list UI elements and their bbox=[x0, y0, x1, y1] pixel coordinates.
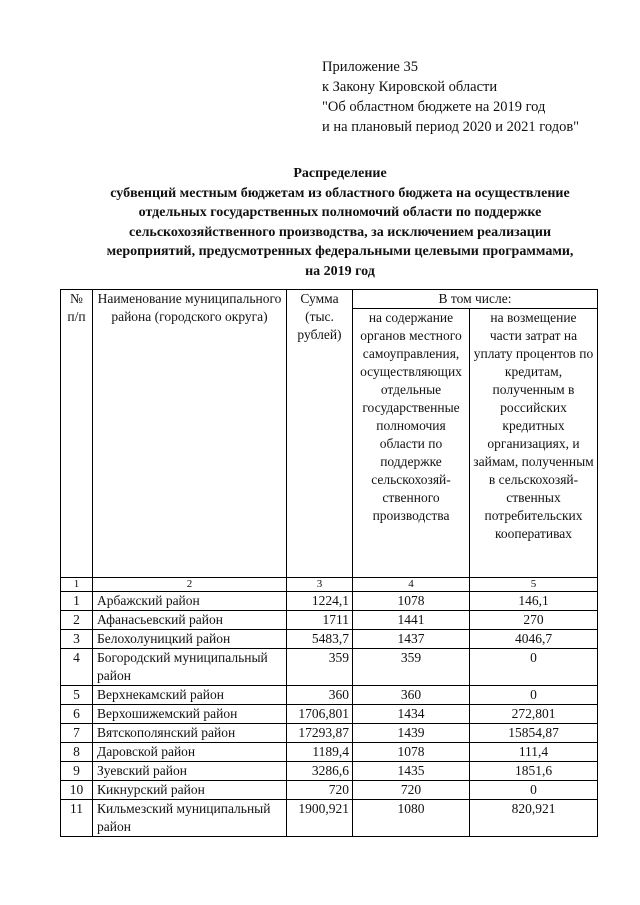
row-interest-compensation: 0 bbox=[470, 781, 598, 800]
row-district-name: Вятскополянский район bbox=[93, 724, 287, 743]
table-row bbox=[61, 611, 598, 630]
row-admin-expenses: 359 bbox=[353, 649, 470, 686]
header-name: Наименование муниципального района (городского округа) bbox=[93, 290, 287, 578]
table-row bbox=[61, 592, 598, 611]
row-district-name: Даровской район bbox=[93, 743, 287, 762]
table-row bbox=[61, 800, 598, 837]
row-sum: 1711 bbox=[287, 611, 353, 630]
row-sum: 5483,7 bbox=[287, 630, 353, 649]
table-row bbox=[61, 705, 598, 724]
table-header-row bbox=[61, 290, 598, 309]
document-title bbox=[60, 164, 620, 281]
row-district-name: Верхошижемский район bbox=[93, 705, 287, 724]
row-interest-compensation: 4046,7 bbox=[470, 630, 598, 649]
row-number: 3 bbox=[61, 630, 93, 649]
row-district-name: Арбажский район bbox=[93, 592, 287, 611]
row-district-name: Зуевский район bbox=[93, 762, 287, 781]
table-row bbox=[61, 781, 598, 800]
row-district-name: Кикнурский район bbox=[93, 781, 287, 800]
row-sum: 1900,921 bbox=[287, 800, 353, 837]
header-col5: на возмещение части затрат на уплату процентов по кредитам, полученным в российских кредитных организациях, и займам, полученным в сельскохозяй-ственных потребительских кооперативах bbox=[470, 309, 598, 578]
row-interest-compensation: 0 bbox=[470, 649, 598, 686]
row-admin-expenses: 1437 bbox=[353, 630, 470, 649]
row-district-name: Кильмезский муниципальный район bbox=[93, 800, 287, 837]
row-number: 4 bbox=[61, 649, 93, 686]
title-line: отдельных государственных полномочий области по поддержке bbox=[138, 205, 542, 220]
row-sum: 3286,6 bbox=[287, 762, 353, 781]
header-sum: Сумма (тыс. рублей) bbox=[287, 290, 353, 578]
appendix-line: "Об областном бюджете на 2019 год bbox=[322, 99, 546, 115]
table-row bbox=[61, 649, 598, 686]
row-sum: 720 bbox=[287, 781, 353, 800]
row-sum: 17293,87 bbox=[287, 724, 353, 743]
title-line: на 2019 год bbox=[305, 263, 375, 279]
row-interest-compensation: 15854,87 bbox=[470, 724, 598, 743]
row-number: 7 bbox=[61, 724, 93, 743]
row-sum: 1706,801 bbox=[287, 705, 353, 724]
row-admin-expenses: 1080 bbox=[353, 800, 470, 837]
header-col4: на содержание органов местного самоуправления, осуществляющих отдельные государственные полномочия области по поддержке сельскохозяй-ственного производства bbox=[353, 309, 470, 578]
table-row bbox=[61, 743, 598, 762]
row-number: 8 bbox=[61, 743, 93, 762]
column-number: 5 bbox=[470, 578, 598, 592]
title-line: субвенций местным бюджетам из областного бюджета на осуществление bbox=[110, 185, 570, 201]
row-number: 6 bbox=[61, 705, 93, 724]
header-num: № п/п bbox=[61, 290, 93, 578]
row-interest-compensation: 146,1 bbox=[470, 592, 598, 611]
row-number: 9 bbox=[61, 762, 93, 781]
row-admin-expenses: 1441 bbox=[353, 611, 470, 630]
row-district-name: Белохолуницкий район bbox=[93, 630, 287, 649]
table-row bbox=[61, 724, 598, 743]
row-number: 5 bbox=[61, 686, 93, 705]
row-interest-compensation: 272,801 bbox=[470, 705, 598, 724]
column-number: 4 bbox=[353, 578, 470, 592]
row-interest-compensation: 1851,6 bbox=[470, 762, 598, 781]
appendix-header bbox=[322, 57, 579, 137]
row-number: 1 bbox=[61, 592, 93, 611]
row-number: 10 bbox=[61, 781, 93, 800]
row-district-name: Верхнекамский район bbox=[93, 686, 287, 705]
table-row bbox=[61, 630, 598, 649]
title-line: Распределение bbox=[293, 166, 387, 181]
appendix-line: Приложение 35 bbox=[322, 59, 418, 75]
appendix-line: и на плановый период 2020 и 2021 годов" bbox=[322, 119, 580, 135]
row-number: 11 bbox=[61, 800, 93, 837]
header-including: В том числе: bbox=[353, 290, 598, 309]
table-row bbox=[61, 686, 598, 705]
row-admin-expenses: 1078 bbox=[353, 592, 470, 611]
column-number-row bbox=[61, 578, 598, 592]
column-number: 3 bbox=[287, 578, 353, 592]
row-sum: 1189,4 bbox=[287, 743, 353, 762]
row-admin-expenses: 1439 bbox=[353, 724, 470, 743]
row-sum: 1224,1 bbox=[287, 592, 353, 611]
row-number: 2 bbox=[61, 611, 93, 630]
column-number: 1 bbox=[61, 578, 93, 592]
row-interest-compensation: 270 bbox=[470, 611, 598, 630]
row-admin-expenses: 720 bbox=[353, 781, 470, 800]
row-admin-expenses: 360 bbox=[353, 686, 470, 705]
row-district-name: Афанасьевский район bbox=[93, 611, 287, 630]
row-admin-expenses: 1435 bbox=[353, 762, 470, 781]
row-interest-compensation: 0 bbox=[470, 686, 598, 705]
row-admin-expenses: 1078 bbox=[353, 743, 470, 762]
row-admin-expenses: 1434 bbox=[353, 705, 470, 724]
row-interest-compensation: 820,921 bbox=[470, 800, 598, 837]
row-sum: 359 bbox=[287, 649, 353, 686]
title-line: сельскохозяйственного производства, за исключением реализации bbox=[128, 224, 552, 240]
appendix-line: к Закону Кировской области bbox=[322, 79, 498, 95]
subventions-table bbox=[60, 289, 598, 837]
row-sum: 360 bbox=[287, 686, 353, 705]
row-interest-compensation: 111,4 bbox=[470, 743, 598, 762]
row-district-name: Богородский муниципальный район bbox=[93, 649, 287, 686]
table-row bbox=[61, 762, 598, 781]
column-number: 2 bbox=[93, 578, 287, 592]
title-line: мероприятий, предусмотренных федеральными целевыми программами, bbox=[106, 244, 574, 259]
